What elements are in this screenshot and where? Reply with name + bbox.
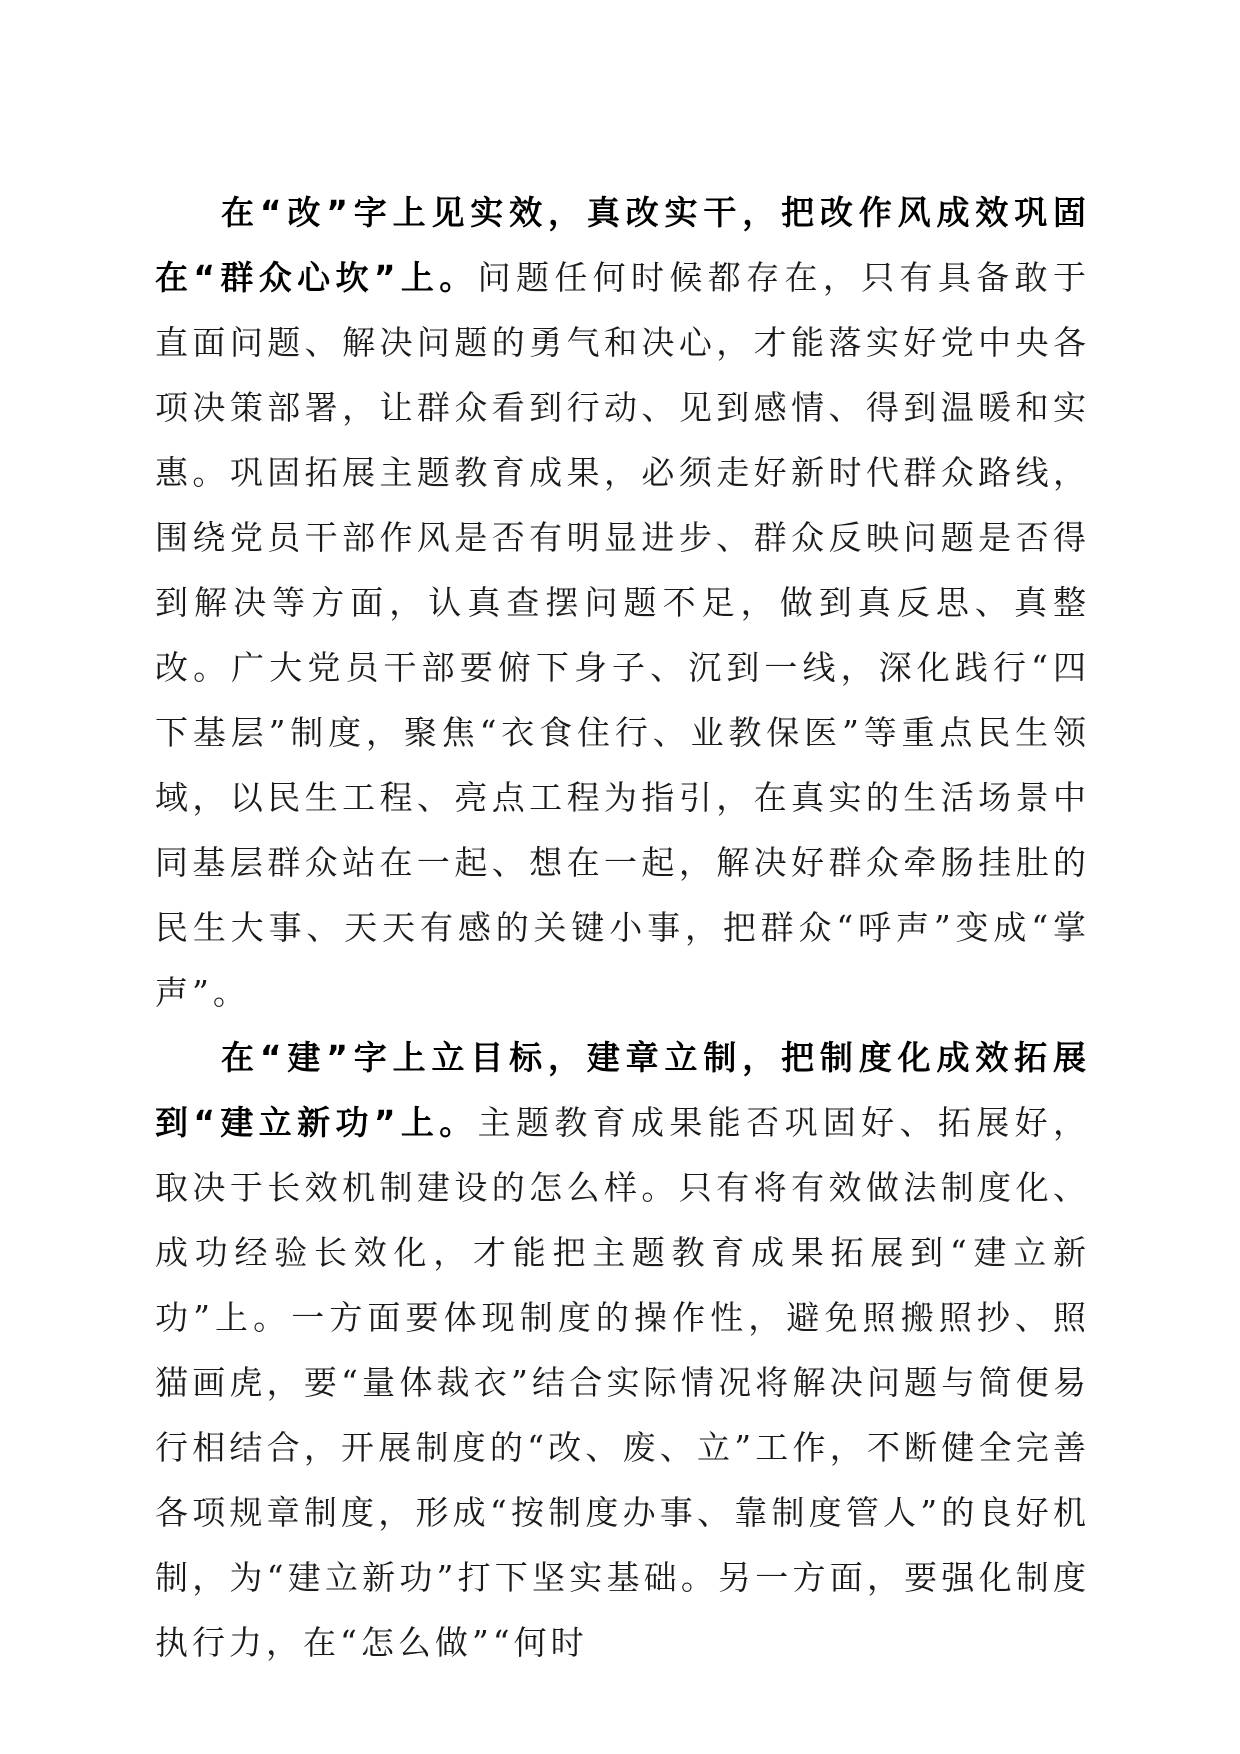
paragraph-2-body: 主题教育成果能否巩固好、拓展好，取决于长效机制建设的怎么样。只有将有效做法制度化、成功经验长效化，才能把主题教育成果拓展到“建立新功”上。一方面要体现制度的操作性，避免照搬照抄、照猫画虎，要“量体裁衣”结合实际情况将解决问题与简便易行相结合，开展制度的“改、废、立”工作，不断健全完善各项规章制度，形成“按制度办事、靠制度管人”的良好机制，为“建立新功”打下坚实基础。另一方面，要强化制度执行力，在“怎么做”“何时	[155, 1103, 1090, 1662]
paragraph-2-lead: 在“建”字上立目标，建章立制，把制度化成效拓展到“建立新功”上。	[155, 1038, 1090, 1142]
paragraph-1	[155, 180, 1090, 1025]
paragraph-2	[155, 1025, 1090, 1675]
document-body	[155, 180, 1090, 1675]
paragraph-1-body: 问题任何时候都存在，只有具备敢于直面问题、解决问题的勇气和决心，才能落实好党中央各项决策部署，让群众看到行动、见到感情、得到温暖和实惠。巩固拓展主题教育成果，必须走好新时代群众路线，围绕党员干部作风是否有明显进步、群众反映问题是否得到解决等方面，认真查摆问题不足，做到真反思、真整改。广大党员干部要俯下身子、沉到一线，深化践行“四下基层”制度，聚焦“衣食住行、业教保医”等重点民生领域，以民生工程、亮点工程为指引，在真实的生活场景中同基层群众站在一起、想在一起，解决好群众牵肠挂肚的民生大事、天天有感的关键小事，把群众“呼声”变成“掌声”。	[155, 258, 1090, 1012]
paragraph-1-lead: 在“改”字上见实效，真改实干，把改作风成效巩固在“群众心坎”上。	[155, 193, 1090, 297]
